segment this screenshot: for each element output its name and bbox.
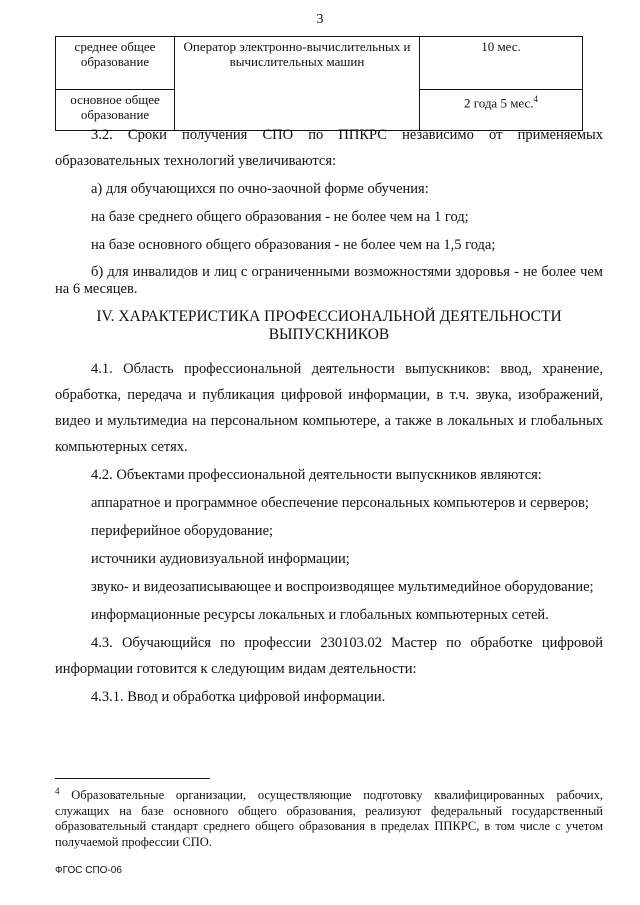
table-row (56, 37, 583, 90)
list-item: информационные ресурсы локальных и глобальных компьютерных сетей. (91, 607, 549, 623)
paragraph-4-2: 4.2. Объектами профессиональной деятельности выпускников являются: (91, 467, 542, 483)
paragraph-3-2: 3.2. Сроки получения СПО по ППКРС независимо от применяемых образовательных технологий увеличиваются: (55, 127, 603, 169)
footnote-divider (55, 778, 210, 779)
education-level-cell: среднее общее образование (56, 37, 175, 90)
profession-cell: Оператор электронно-вычислительных и вычислительных машин (175, 37, 420, 90)
paragraph-3-2-a: а) для обучающихся по очно-заочной форме обучения: (91, 181, 429, 197)
list-item: периферийное оборудование; (91, 523, 274, 539)
footnote (55, 784, 603, 850)
footnote-ref: 4 (533, 94, 539, 104)
paragraph-3-2-a-1: на базе среднего общего образования - не более чем на 1 год; (91, 209, 469, 225)
paragraph-4-1: 4.1. Область профессиональной деятельности выпускников: ввод, хранение, обработка, передача и публикация цифровой информации, в т.ч. звука, изображений, видео и мультимедиа на персональном компьютере, а также в локальных и глобальных компьютерных сетях. (55, 361, 603, 455)
list-item: аппаратное и программное обеспечение персональных компьютеров и серверов; (91, 495, 589, 511)
footnote-text: Образовательные организации, осуществляющие подготовку квалифицированных рабочих, служащих на базе основного общего образования, реализуют федеральный государственный образовательный стандарт среднего общего образования в пределах ППКРС, в том числе с учетом получаемой профессии СПО. (55, 788, 603, 849)
page-number: 3 (316, 12, 324, 27)
terms-table (55, 36, 583, 131)
term-value: 2 года 5 мес. (463, 95, 534, 111)
education-level-cell: основное общее образование (56, 90, 175, 131)
footer-code: ФГОС СПО-06 (55, 865, 122, 876)
paragraph-3-2-b: б) для инвалидов и лиц с ограниченными возможностями здоровья - не более чем на 6 месяцев. (55, 264, 603, 297)
section-heading: IV. ХАРАКТЕРИСТИКА ПРОФЕССИОНАЛЬНОЙ ДЕЯТЕЛЬНОСТИ ВЫПУСКНИКОВ (96, 308, 562, 343)
footnote-mark: 4 (55, 786, 60, 796)
list-item: звуко- и видеозаписывающее и воспроизводящее мультимедийное оборудование; (91, 579, 594, 595)
list-item: источники аудиовизуальной информации; (91, 551, 350, 567)
paragraph-3-2-a-2: на базе основного общего образования - не более чем на 1,5 года; (91, 237, 496, 253)
term-cell: 10 мес. (420, 37, 583, 90)
document-body (55, 122, 603, 710)
paragraph-4-3-1: 4.3.1. Ввод и обработка цифровой информации. (91, 689, 386, 705)
paragraph-4-3: 4.3. Обучающийся по профессии 230103.02 Мастер по обработке цифровой информации готовится к следующим видам деятельности: (55, 635, 603, 677)
